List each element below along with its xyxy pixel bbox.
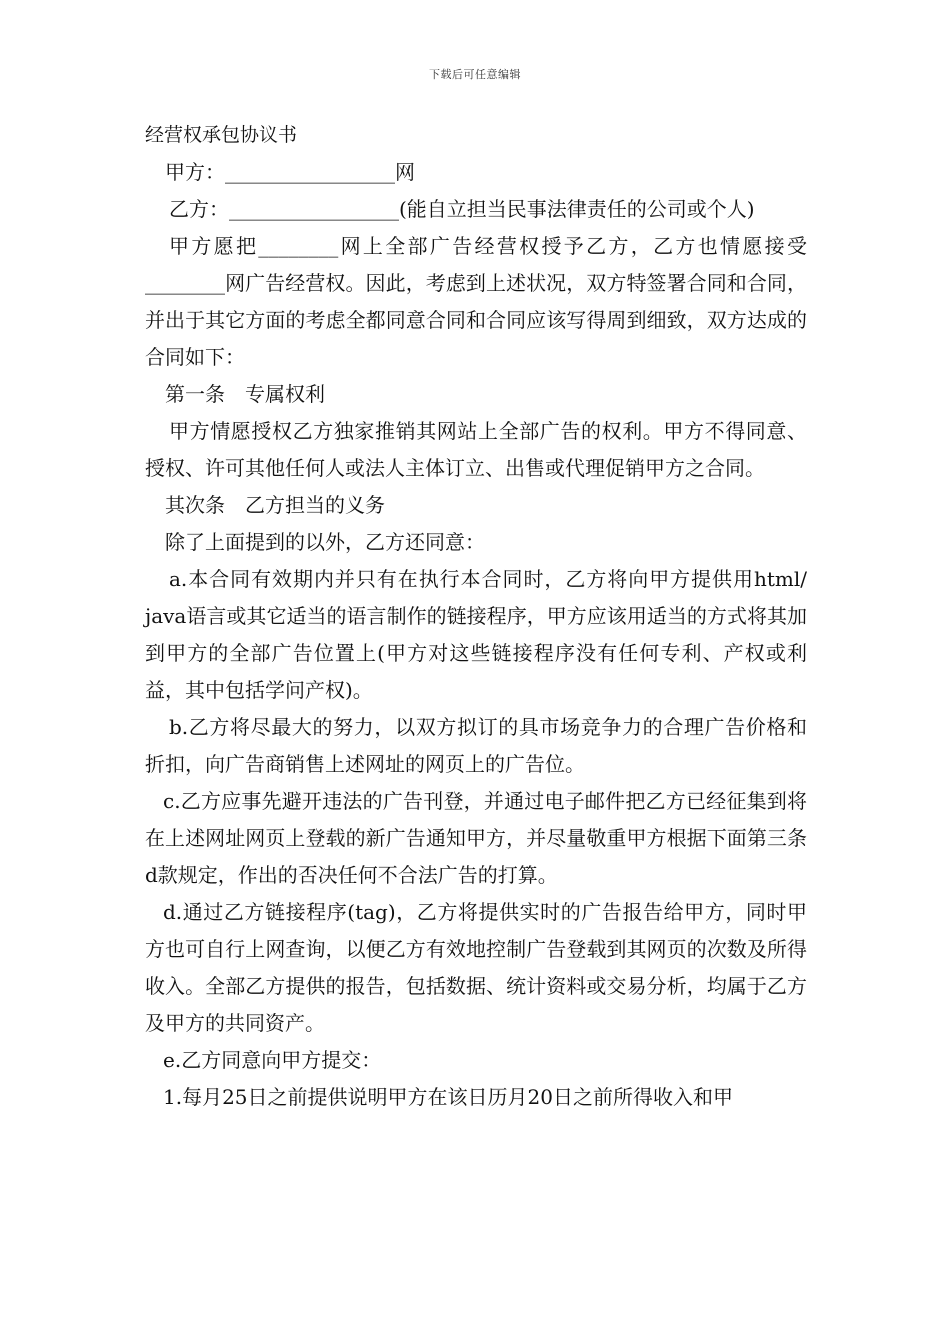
clause-a: a.本合同有效期内并只有在执行本合同时，乙方将向甲方提供用html/ java语言或其它适当的语言制作的链接程序，甲方应该用适当的方式将其加到甲方的全部广告位置上(甲方对这些链接程序没有任何专利、产权或利益，其中包括学问产权)。 [145, 567, 807, 702]
article2-intro: 除了上面提到的以外，乙方还同意： [165, 530, 485, 554]
document-body [145, 117, 807, 1116]
article1-heading: 第一条 专属权利 [165, 382, 325, 406]
clause-e1: 1.每月25日之前提供说明甲方在该日历月20日之前所得收入和甲 [163, 1085, 733, 1109]
intro-paragraph: 甲方愿把________网上全部广告经营权授予乙方，乙方也情愿接受________网广告经营权。因此，考虑到上述状况，双方特签署合同和合同，并出于其它方面的考虑全都同意合同和合同应该写得周到细致，双方达成的合同如下： [145, 234, 807, 369]
clause-c: c.乙方应事先避开违法的广告刊登，并通过电子邮件把乙方已经征集到将在上述网址网页上登载的新广告通知甲方，并尽量敬重甲方根据下面第三条d款规定，作出的否决任何不合法广告的打算。 [145, 789, 807, 887]
party-a-line: 甲方：_________________网 [165, 160, 415, 184]
party-b-line: 乙方：_________________(能自立担当民事法律责任的公司或个人) [169, 197, 755, 221]
document-title: 经营权承包协议书 [145, 124, 298, 146]
clause-e: e.乙方同意向甲方提交： [163, 1048, 382, 1072]
article1-body: 甲方情愿授权乙方独家推销其网站上全部广告的权利。甲方不得同意、授权、许可其他任何人或法人主体订立、出售或代理促销甲方之合同。 [145, 419, 807, 480]
clause-d: d.通过乙方链接程序(tag)，乙方将提供实时的广告报告给甲方，同时甲方也可自行上网查询，以便乙方有效地控制广告登载到其网页的次数及所得收入。全部乙方提供的报告，包括数据、统计资料或交易分析，均属于乙方及甲方的共同资产。 [145, 900, 807, 1035]
clause-b: b.乙方将尽最大的努力，以双方拟订的具市场竞争力的合理广告价格和折扣，向广告商销售上述网址的网页上的广告位。 [145, 715, 807, 776]
page-header-note: 下载后可任意编辑 [429, 68, 521, 81]
article2-heading: 其次条 乙方担当的义务 [165, 493, 385, 517]
